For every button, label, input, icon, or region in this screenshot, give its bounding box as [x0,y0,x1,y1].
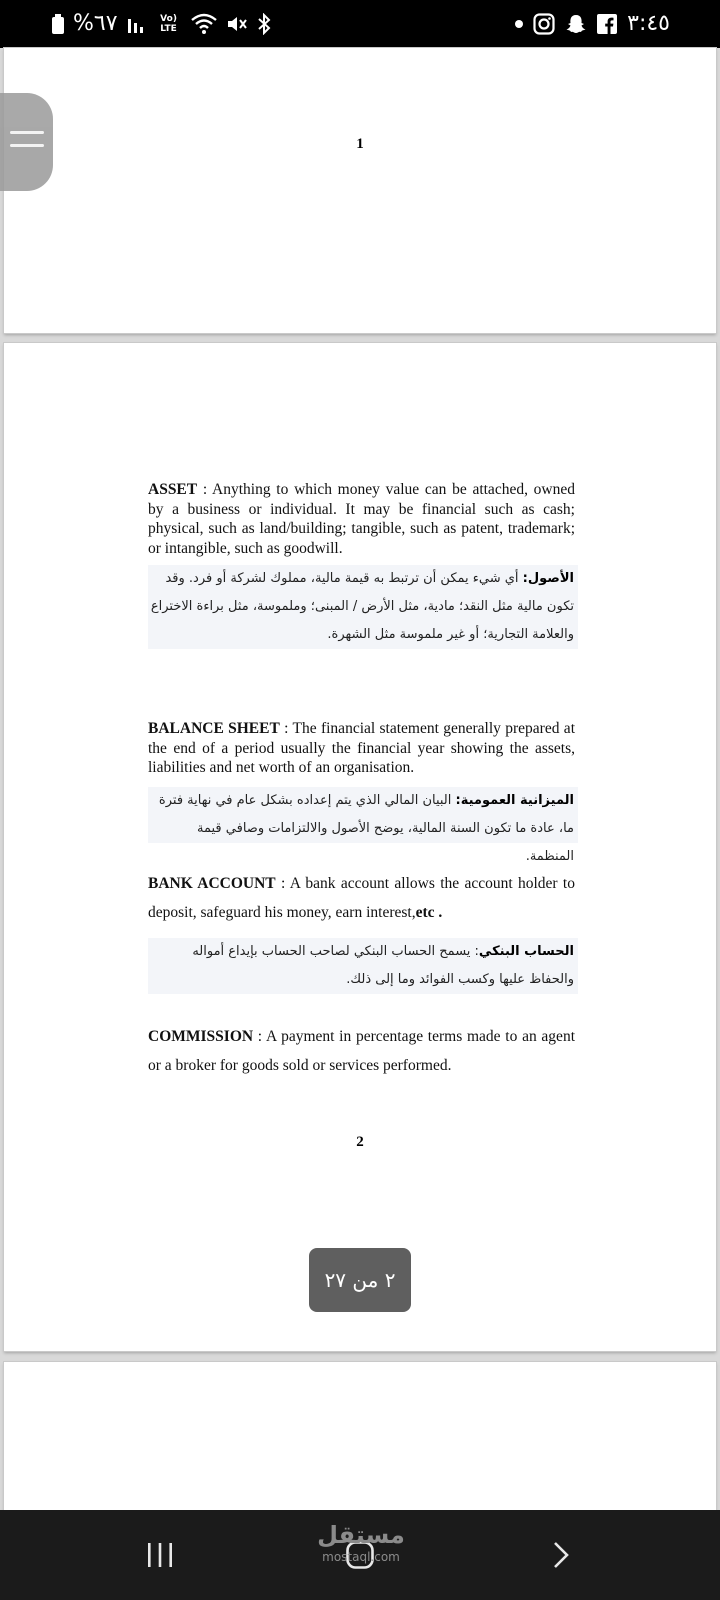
menu-handle-line [10,144,44,147]
term-bank-account: BANK ACCOUNT [148,875,276,892]
document-page-3 [4,1362,716,1522]
battery-percent: %٦٧ [73,11,118,36]
definition-asset-ar: أي شيء يمكن أن ترتبط به قيمة مالية، مملوك لشركة أو فرد. وقد تكون مالية مثل النقد؛ مادية، مثل الأرض / المبنى؛ وملموسة، مثل براءة الاختراع والعلامة التجارية؛ أو غير ملموسة مثل الشهرة. [150,571,574,642]
term-balance-sheet-ar: الميزانية العمومية: [455,793,574,808]
term-commission: COMMISSION [148,1028,254,1045]
mute-icon [226,14,248,34]
definition-asset: : Anything to which money value can be attached, owned by a business or individual. It may be financial such as cash; physical, such as land/building; tangible, such as patent, trademark; or intangible, such as goodwill. [148,481,575,557]
term-bank-account-ar: الحساب البنكي [478,944,574,959]
definition-commission: : A payment in percentage terms made to an agent or a broker for goods sold or services performed. [148,1028,575,1074]
entry-balance-sheet-en [148,719,575,778]
term-asset: ASSET [148,481,198,498]
signal-icon [127,15,147,33]
entry-asset-en [148,480,575,558]
entry-asset-ar [148,565,578,649]
entry-commission-en [148,1022,575,1080]
definition-bank-account-tail: etc . [415,904,443,921]
recent-apps-button[interactable] [130,1510,190,1600]
battery-icon [52,14,64,34]
page-number: 2 [356,1134,364,1150]
page-indicator: ٢ من ٢٧ [309,1248,411,1312]
entry-bank-account-en [148,869,575,927]
back-button[interactable] [530,1510,590,1600]
volte-icon: Vo) LTE [160,14,177,34]
document-page-2 [4,343,716,1351]
instagram-icon [533,13,555,35]
entry-balance-sheet-ar [148,787,578,864]
definition-balance-sheet-ar: البيان المالي الذي يتم إعداده بشكل عام في نهاية فترة ما، عادة ما تكون السنة المالية، يوضح الأصول والالتزامات وصافي قيمة المنظمة. [158,793,574,864]
bluetooth-icon [257,13,271,35]
definition-bank-account-ar: : يسمح الحساب البنكي لصاحب الحساب بإيداع أمواله والحفاظ عليها وكسب الفوائد وما إلى ذلك. [192,944,574,987]
definition-bank-account: : A bank account allows the account holder to deposit, safeguard his money, earn interest, [148,875,575,921]
notification-dot-icon [515,20,523,28]
snapchat-icon [565,13,587,35]
facebook-icon [597,14,617,34]
recent-apps-icon [145,1540,175,1570]
watermark-logo [316,1520,406,1580]
status-bar [0,0,720,48]
term-balance-sheet: BALANCE SHEET [148,720,280,737]
watermark-latin: mostaql.com [322,1550,400,1564]
page-number: 1 [356,136,364,152]
watermark-arabic: مستقل [317,1521,405,1549]
chevron-right-icon [545,1540,575,1570]
term-asset-ar: الأصول: [522,571,574,586]
clock: ٣:٤٥ [627,11,670,36]
menu-handle-line [10,131,44,134]
definition-balance-sheet: : The financial statement generally prepared at the end of a period usually the financial year showing the assets, liabilities and net worth of an organisation. [148,720,575,776]
document-page-1 [4,48,716,333]
side-menu-handle[interactable] [0,93,53,191]
wifi-icon [191,13,217,35]
entry-bank-account-ar [148,938,578,994]
